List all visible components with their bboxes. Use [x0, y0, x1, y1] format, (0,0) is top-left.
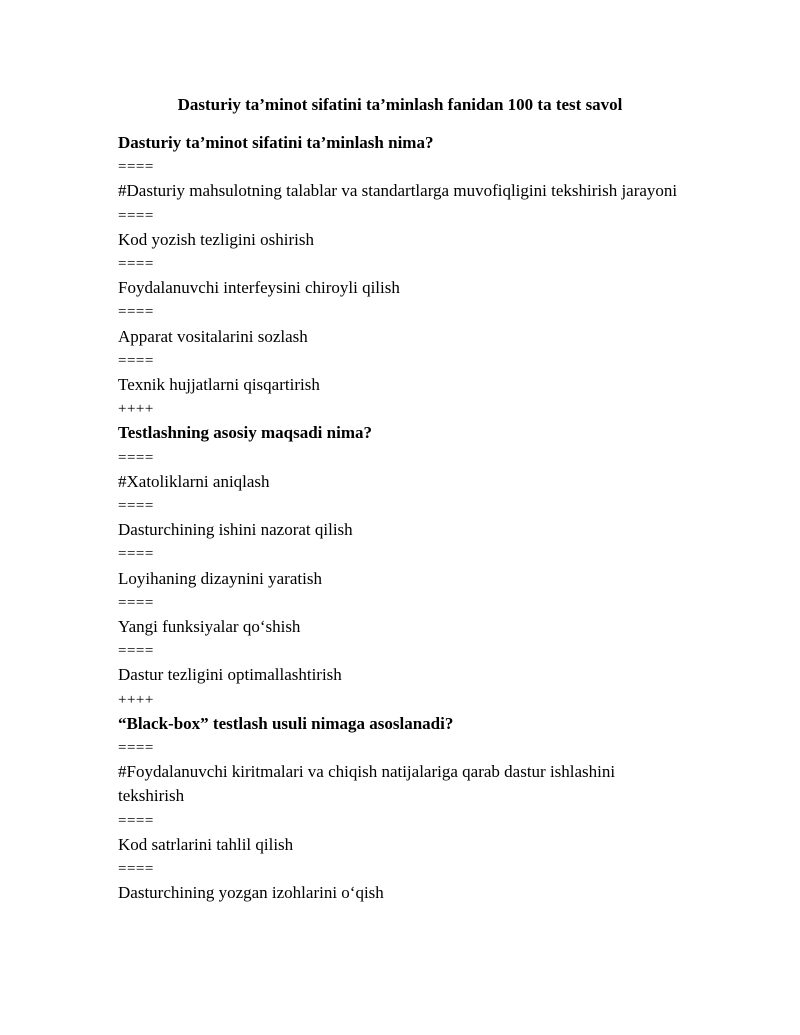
answer-option: Dasturchining yozgan izohlarini o‘qish — [118, 883, 384, 903]
question-text: Testlashning asosiy maqsadi nima? — [118, 423, 372, 443]
answer-option: Dastur tezligini optimallashtirish — [118, 665, 342, 685]
separator-line: ==== — [118, 498, 154, 515]
document-title: Dasturiy ta’minot sifatini ta’minlash fanidan 100 ta test savol — [177, 95, 623, 114]
question-end-marker: ++++ — [118, 401, 154, 418]
document-body — [118, 131, 678, 906]
answer-option: Loyihaning dizaynini yaratish — [118, 568, 322, 588]
separator-line: ==== — [118, 207, 154, 224]
question-end-marker: ++++ — [118, 691, 154, 708]
separator-line: ==== — [118, 449, 154, 466]
answer-option: #Foydalanuvchi kiritmalari va chiqish natijalariga qarab dastur ishlashini tekshirish — [118, 762, 616, 806]
answer-option: #Xatoliklarni aniqlash — [118, 471, 270, 491]
separator-line: ==== — [118, 256, 154, 273]
question-text: “Black-box” testlash usuli nimaga asoslanadi? — [118, 713, 454, 733]
answer-option: Foydalanuvchi interfeysini chiroyli qilish — [118, 278, 400, 298]
question-text: Dasturiy ta’minot sifatini ta’minlash nima? — [118, 133, 434, 152]
answer-option: Texnik hujjatlarni qisqartirish — [118, 375, 320, 395]
separator-line: ==== — [118, 812, 154, 829]
separator-line: ==== — [118, 304, 154, 321]
separator-line: ==== — [118, 352, 154, 369]
separator-line: ==== — [118, 740, 154, 757]
answer-option: Kod satrlarini tahlil qilish — [118, 834, 294, 854]
answer-option: #Dasturiy mahsulotning talablar va standartlarga muvofiqligini tekshirish jarayoni — [118, 181, 678, 201]
separator-line: ==== — [118, 861, 154, 878]
answer-option: Yangi funksiyalar qo‘shish — [118, 617, 301, 637]
answer-option: Dasturchining ishini nazorat qilish — [118, 520, 353, 540]
answer-option: Kod yozish tezligini oshirish — [118, 229, 314, 249]
separator-line: ==== — [118, 159, 154, 176]
separator-line: ==== — [118, 643, 154, 660]
separator-line: ==== — [118, 594, 154, 611]
answer-option: Apparat vositalarini sozlash — [118, 326, 308, 346]
separator-line: ==== — [118, 546, 154, 563]
